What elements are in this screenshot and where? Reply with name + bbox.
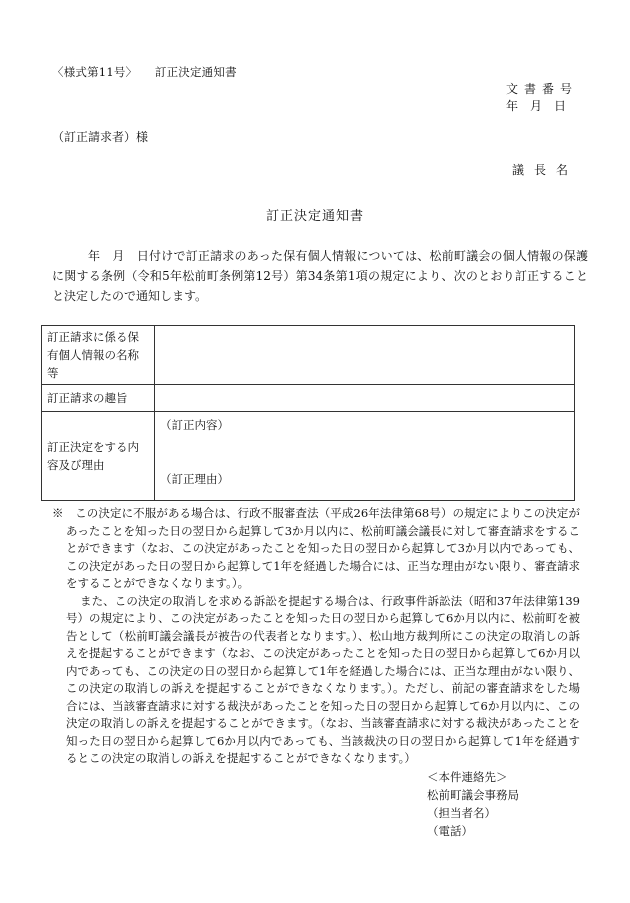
correction-content-space xyxy=(160,434,569,470)
value-info-name[interactable] xyxy=(155,326,575,385)
document-title: 訂正決定通知書 xyxy=(265,209,364,224)
label-decision-content: 訂正決定をする内容及び理由 xyxy=(42,412,155,501)
addressee: （訂正請求者）様 xyxy=(52,130,149,144)
document-date: 年月日 xyxy=(505,99,578,113)
table-row xyxy=(42,412,575,501)
sender-chair-name: 議長名 xyxy=(511,163,578,177)
body-paragraph: 年 月 日付けで訂正請求のあった保有個人情報については、松前町議会の個人情報の保護に関する条例（令和5年松前町条例第12号）第34条第1項の規定により、次のとおり訂正することと決定したので通知します。 xyxy=(52,249,588,303)
value-decision-content[interactable] xyxy=(155,412,575,501)
label-request-purpose: 訂正請求の趣旨 xyxy=(42,385,155,412)
contact-person: （担当者名） xyxy=(427,806,496,820)
correction-reason-label: （訂正理由） xyxy=(160,472,229,486)
contact-office: 松前町議会事務局 xyxy=(427,788,519,802)
table-row xyxy=(42,326,575,385)
contact-block xyxy=(427,768,519,840)
contact-heading: ＜本件連絡先＞ xyxy=(427,770,508,784)
notes-section xyxy=(52,505,580,768)
document-number: 文書番号 xyxy=(505,82,578,96)
correction-content-label: （訂正内容） xyxy=(160,418,229,432)
contact-phone: （電話） xyxy=(427,824,473,838)
table-row xyxy=(42,385,575,412)
note-appeal: ※ この決定に不服がある場合は、行政不服審査法（平成26年法律第68号）の規定によりこの決定があったことを知った日の翌日から起算して3か月以内に、松前町議会議長に対して審査請求をすることができます（なお、この決定があったことを知った日の翌日から起算して3か月以内であっても、この決定があった日の翌日から起算して1年を経過した場合には、正当な理由がない限り、審査請求をすることができなくなります。）。 xyxy=(52,506,580,590)
form-number: 〈様式第11号〉 訂正決定通知書 xyxy=(52,65,237,79)
label-info-name: 訂正請求に係る保有個人情報の名称等 xyxy=(42,326,155,385)
correction-table xyxy=(41,325,575,501)
note-lawsuit: また、この決定の取消しを求める訴訟を提起する場合は、行政事件訴訟法（昭和37年法律第139号）の規定により、この決定があったことを知った日の翌日から起算して6か月以内に、松前町を被告として（松前町議会議長が被告の代表者となります。）、松山地方裁判所にこの決定の取消しの訴えを提起することができます（なお、この決定があったことを知った日の翌日から起算して6か月以内であっても、この決定の日の翌日から起算して1年を経過した場合には、正当な理由がない限り、この決定の取消しの訴えを提起することができなくなります。）。ただし、前記の審査請求をした場合には、当該審査請求に対する裁決があったことを知った日の翌日から起算して6か月以内に、この決定の取消しの訴えを提起することができます。（なお、当該審査請求に対する裁決があったことを知った日の翌日から起算して6か月以内であっても、当該裁決の日の翌日から起算して1年を経過するとこの決定の取消しの訴えを提起することができなくなります。） xyxy=(66,593,580,765)
body-text xyxy=(52,246,588,306)
value-request-purpose[interactable] xyxy=(155,385,575,412)
